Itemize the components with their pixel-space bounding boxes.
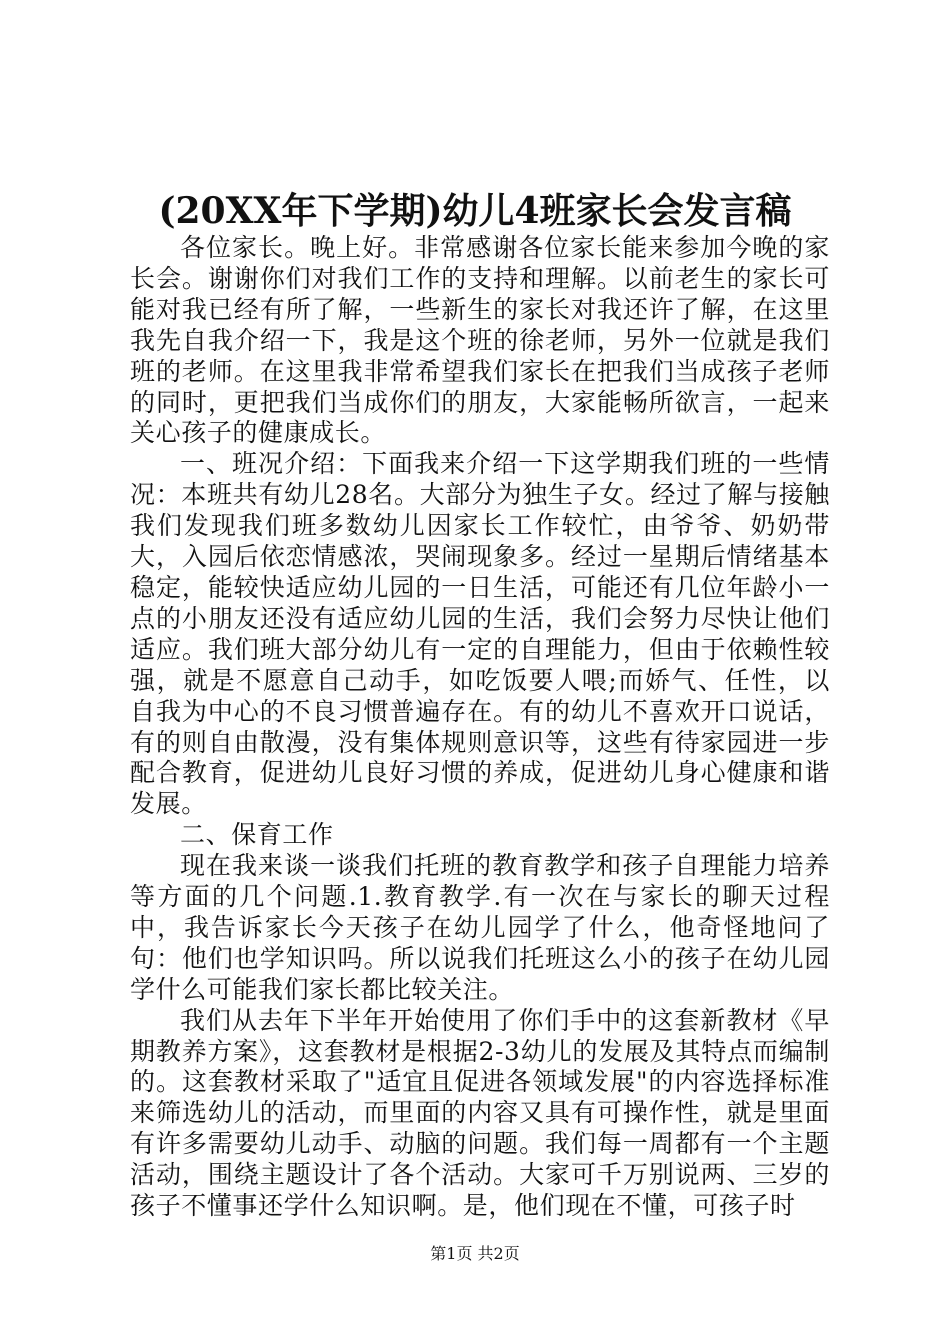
- paragraph-greeting: 各位家长。晚上好。非常感谢各位家长能来参加今晚的家长会。谢谢你们对我们工作的支持和理解。以前老生的家长可能对我已经有所了解，一些新生的家长对我还许了解，在这里我先自我介绍一下，我是这个班的徐老师，另外一位就是我们班的老师。在这里我非常希望我们家长在把我们当成孩子老师的同时，更把我们当成你们的朋友，大家能畅所欲言，一起来关心孩子的健康成长。: [130, 233, 830, 448]
- page-number-footer: 第1页 共2页: [430, 1244, 520, 1263]
- section-heading-care-work: 二、保育工作: [180, 820, 334, 850]
- paragraph-textbook: 我们从去年下半年开始使用了你们手中的这套新教材《早期教养方案》，这套教材是根据2-3幼儿的发展及其特点而编制的。这套教材采取了"适宜且促进各领域发展"的内容选择标准来筛选幼儿的活动，而里面的内容又具有可操作性，就是里面有许多需要幼儿动手、动脑的问题。我们每一周都有一个主题活动，围绕主题设计了各个活动。大家可千万别说两、三岁的孩子不懂事还学什么知识啊。是，他们现在不懂，可孩子时: [130, 1005, 830, 1221]
- document-body: [130, 233, 830, 1222]
- paragraph-teaching: 现在我来谈一谈我们托班的教育教学和孩子自理能力培养等方面的几个问题.1.教育教学.有一次在与家长的聊天过程中，我告诉家长今天孩子在幼儿园学了什么，他奇怪地问了句：他们也学知识吗。所以说我们托班这么小的孩子在幼儿园学什么可能我们家长都比较关注。: [130, 851, 830, 1004]
- document-title: (20XX年下学期)幼儿4班家长会发言稿: [158, 190, 792, 232]
- paragraph-class-overview: 一、班况介绍：下面我来介绍一下这学期我们班的一些情况：本班共有幼儿28名。大部分为独生子女。经过了解与接触我们发现我们班多数幼儿因家长工作较忙，由爷爷、奶奶带大，入园后依恋情感浓，哭闹现象多。经过一星期后情绪基本稳定，能较快适应幼儿园的一日生活，可能还有几位年龄小一点的小朋友还没有适应幼儿园的生活，我们会努力尽快让他们适应。我们班大部分幼儿有一定的自理能力，但由于依赖性较强，就是不愿意自己动手，如吃饭要人喂;而娇气、任性，以自我为中心的不良习惯普遍存在。有的幼儿不喜欢开口说话，有的则自由散漫，没有集体规则意识等，这些有待家园进一步配合教育，促进幼儿良好习惯的养成，促进幼儿身心健康和谐发展。: [130, 449, 830, 819]
